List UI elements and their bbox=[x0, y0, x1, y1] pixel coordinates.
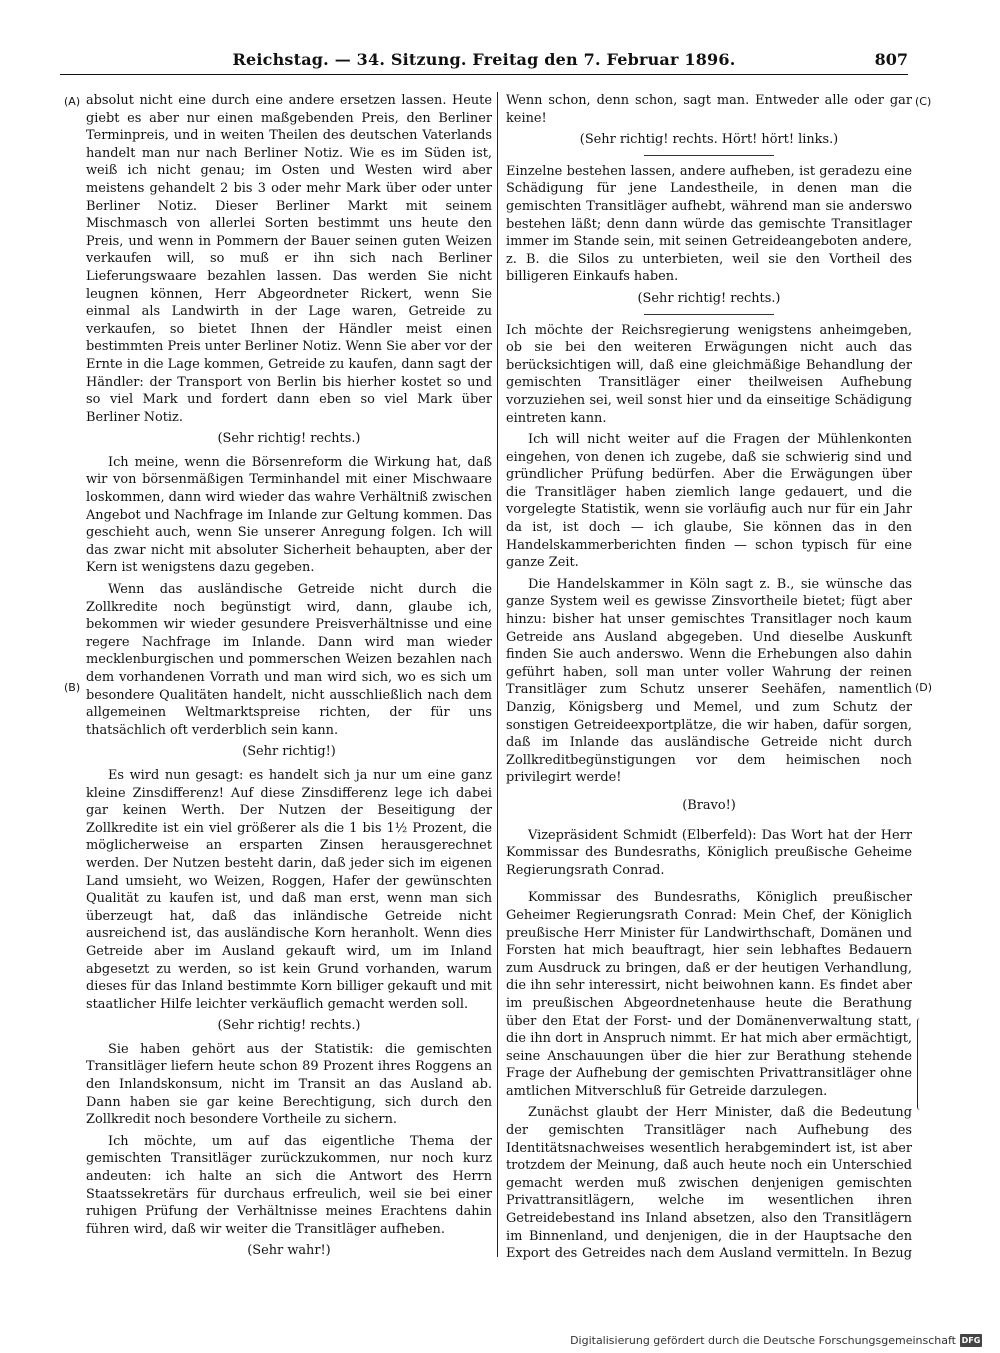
margin-marker-d: (D) bbox=[915, 681, 933, 694]
interjection: (Sehr richtig! rechts.) bbox=[217, 431, 361, 447]
paragraph: Vizepräsident Schmidt (Elberfeld): Das Wort hat der Herr Kommissar des Bundesraths, Königlich preußische Geheime Regierungsrath Conrad. bbox=[506, 827, 912, 878]
margin-marker-b: (B) bbox=[64, 681, 81, 694]
margin-marker-c: (C) bbox=[915, 95, 932, 108]
paragraph: Kommissar des Bundesraths, Königlich preußischer Geheimer Regierungsrath Conrad: Mein Chef, der Königlich preußische Herr Minister für Landwirthschaft, Domänen und Forsten hat mich beauftragt, hier sein lebhaftes Bedauern zum Ausdruck zu bringen, daß er der heutigen Verhandlung, die ihn sehr interessirt, nicht beiwohnen kann. Es findet aber im preußischen Abgeordnetenhause heute die Berathung über den Etat der Forst- und der Domänenverwaltung statt, die ihn dort in Anspruch nimmt. Er hat mich aber ermächtigt, seine Anschauungen über die hier zur Berathung stehende Frage der Aufhebung der gemischten Privattransitläger ohne amtlichen Mitverschluß für Getreide darzulegen. bbox=[506, 890, 912, 1099]
interjection: (Sehr richtig!) bbox=[242, 744, 336, 760]
paragraph: Ich meine, wenn die Börsenreform die Wirkung hat, daß wir von börsenmäßigen Terminhandel mit einer Mischwaare loskommen, dann wird wieder das wahre Verhältniß zwischen Angebot und Nachfrage im Inlande zur Geltung kommen. Das geschieht auch, wenn Sie unserer Anregung folgen. Ich will das zwar nicht mit absoluter Sicherheit behaupten, aber der Kern ist wenigstens dazu gegeben. bbox=[86, 454, 492, 576]
interjection: (Bravo!) bbox=[682, 797, 736, 813]
paragraph: Sie haben gehört aus der Statistik: die gemischten Transitläger liefern heute schon 89 Prozent ihres Roggens an den Inlandskonsum, nicht im Transit an das Ausland ab. Dann haben sie gar keine Berechtigung, sich durch den Zollkredit noch besondere Vortheile zu sichern. bbox=[86, 1041, 492, 1128]
paragraph: Es wird nun gesagt: es handelt sich ja nur um eine ganz kleine Zinsdifferenz! Auf diese Zinsdifferenz lege ich dabei gar keinen Werth. Der Nutzen der Beseitigung der Zollkredite ist ein viel größerer als die 1 bis 1½ Prozent, die möglicherweise an ersparten Zinsen herausgerechnet werden. Der Nutzen besteht darin, daß jeder sich im eigenen Land umsieht, wo Weizen, Roggen, Hafer der gewünschten Qualität zu kaufen ist, und daß man erst, wenn man sich überzeugt hat, daß das inländische Getreide nicht ausreichend ist, das ausländische Korn heranholt. Wenn dies Getreide aber im Ausland gekauft wird, um im Inland abgesetzt zu werden, so ist kein Grund vorhanden, warum dieses für das Inland bestimmte Korn billiger gekauft und mit staatlicher Hilfe leichter verkäuflich gemacht werden soll. bbox=[86, 767, 492, 1012]
paragraph: Ich will nicht weiter auf die Fragen der Mühlenkonten eingehen, von denen ich zugebe, daß sie schwierig sind und gründlicher Prüfung bedürfen. Aber die Erwägungen über die Transitläger haben ziemlich lange gedauert, und die vorgelegte Statistik, wenn sie vorläufig auch nur für ein Jahr da ist, ist doch — ich glaube, Sie können das in den Handelskammerberichten finden — schon typisch für eine ganze Zeit. bbox=[506, 432, 912, 571]
paragraph: Ich möchte, um auf das eigentliche Thema der gemischten Transitläger zurückzukommen, nur noch kurz andeuten: ich halte an sich die Antwort des Herrn Staatssekretärs für durchaus erfreulich, weil sie bei einer ruhigen Prüfung der Verhältnisse meines Erachtens dahin führen wird, daß wir weiter die Transitläger aufheben. bbox=[86, 1133, 492, 1237]
column-rule bbox=[497, 92, 498, 1257]
paragraph: Ich möchte der Reichsregierung wenigstens anheimgeben, ob sie bei den weiteren Erwägungen nicht auch das berücksichtigen will, daß eine gleichmäßige Behandlung der gemischten Transitläger einer theilweisen Aufhebung vorzuziehen sei, weil sonst hier und da einseitige Schädigung eintreten kann. bbox=[506, 322, 912, 426]
footer-credit: Digitalisierung gefördert durch die Deutsche Forschungsgemeinschaft bbox=[570, 1334, 956, 1347]
paragraph: absolut nicht eine durch eine andere ersetzen lassen. Heute giebt es aber nur einen maßgebenden Preis, den Berliner Terminpreis, und in weiten Theilen des deutschen Vaterlands handelt man nur nach Berliner Notiz. Wie es im Süden ist, weiß ich nicht genau; im Osten und Westen wird aber meistens gehandelt 2 bis 3 oder mehr Mark über oder unter Berliner Notiz. Dieser Berliner Markt mit seinem Mischmasch von allerlei Sorten bestimmt uns heute den Preis, und wenn in Pommern der Bauer seinen guten Weizen verkaufen will, so muß er ihn sich nach Berliner Lieferungswaare bezahlen lassen. Das werden Sie nicht leugnen können, Herr Abgeordneter Rickert, wenn Sie einmal als Landwirth in der Lage waren, Getreide zu verkaufen, so bietet Ihnen der Händler meist einen bestimmten Preis unter Berliner Notiz. Wenn Sie aber vor der Ernte in die Lage kommen, Getreide zu kaufen, dann sagt der Händler: der Transport von Berlin bis hierher kostet so und so viel Mark und fordert dann eben so viel Mark über Berliner Notiz. bbox=[86, 93, 492, 425]
paragraph: Die Handelskammer in Köln sagt z. B., sie wünsche das ganze System weil es gewisse Zinsvortheile bietet; fügt aber hinzu: bisher hat unser gemischtes Transitlager noch kaum Getreide ans Ausland abgegeben. Und dieselbe Auskunft finden Sie auch anderswo. Wenn die Erhebungen also dahin geführt haben, soll man unter voller Wahrung der reinen Transitläger zum Schutz unserer Seehäfen, namentlich Danzig, Königsberg und Memel, und zum Schutz der sonstigen Getreideexportplätze, die wir haben, dafür sorgen, daß im Inlande das ausländische Getreide nicht durch Zollkreditbegünstigungen vor dem heimischen noch privilegirt werde! bbox=[506, 576, 912, 786]
right-column bbox=[506, 92, 912, 1260]
running-head: Reichstag. — 34. Sitzung. Freitag den 7. Februar 1896. bbox=[232, 50, 736, 69]
left-column bbox=[86, 92, 492, 1260]
interjection: (Sehr richtig! rechts. Hört! hört! links.) bbox=[579, 132, 839, 148]
paragraph: Zunächst glaubt der Herr Minister, daß die Bedeutung der gemischten Transitläger nach Aufhebung des Identitätsnachweises wesentlich herabgemindert ist, ist aber trotzdem der Meinung, daß auch heute noch ein Unterschied gemacht werden muß zwischen denjenigen gemischten Privattransitlägern, welche im wesentlichen ihren Getreidebestand ins Inland absetzen, also den Transitlägern im Binnenland, und denjenigen, die in der Hauptsache den Export des Getreides nach dem Ausland vermitteln. In Bezug bbox=[506, 1105, 912, 1260]
page-number: 807 bbox=[874, 50, 908, 69]
margin-marker-a: (A) bbox=[64, 95, 81, 108]
divider bbox=[644, 155, 774, 156]
interjection: (Sehr richtig! rechts.) bbox=[637, 290, 781, 306]
interjection: (Sehr wahr!) bbox=[247, 1243, 331, 1259]
paragraph: Wenn schon, denn schon, sagt man. Entweder alle oder gar keine! bbox=[506, 93, 912, 126]
paragraph: Wenn das ausländische Getreide nicht durch die Zollkredite noch begünstigt wird, dann, glaube ich, bekommen wir wieder gesundere Preisverhältnisse und eine regere Nachfrage im Inlande. Dann wird man wieder mecklenburgischen und pommerschen Weizen bezahlen nach dem vorhandenen Vorrath und man wird sich, wo es sich um besondere Qualitäten handelt, nicht ausschließlich nach dem allgemeinen Weltmarktspreise richten, der für uns thatsächlich oft verderblich sein kann. bbox=[86, 582, 492, 738]
digitization-footer bbox=[570, 1334, 982, 1347]
page-header bbox=[60, 50, 908, 75]
paragraph: Einzelne bestehen lassen, andere aufheben, ist geradezu eine Schädigung für jene Landestheile, in denen man die gemischten Transitläger aufhebt, während man sie anderswo bestehen läßt; denn dann würde das gemischte Transitlager immer im Stande sein, mit seinen Getreideangeboten andere, z. B. die Silos zu unterbieten, weil sie den Vortheil des billigeren Einkaufs haben. bbox=[506, 163, 912, 285]
margin-bracket bbox=[917, 1018, 921, 1110]
divider bbox=[644, 314, 774, 315]
interjection: (Sehr richtig! rechts.) bbox=[217, 1018, 361, 1034]
dfg-logo-icon: DFG bbox=[961, 1336, 981, 1345]
